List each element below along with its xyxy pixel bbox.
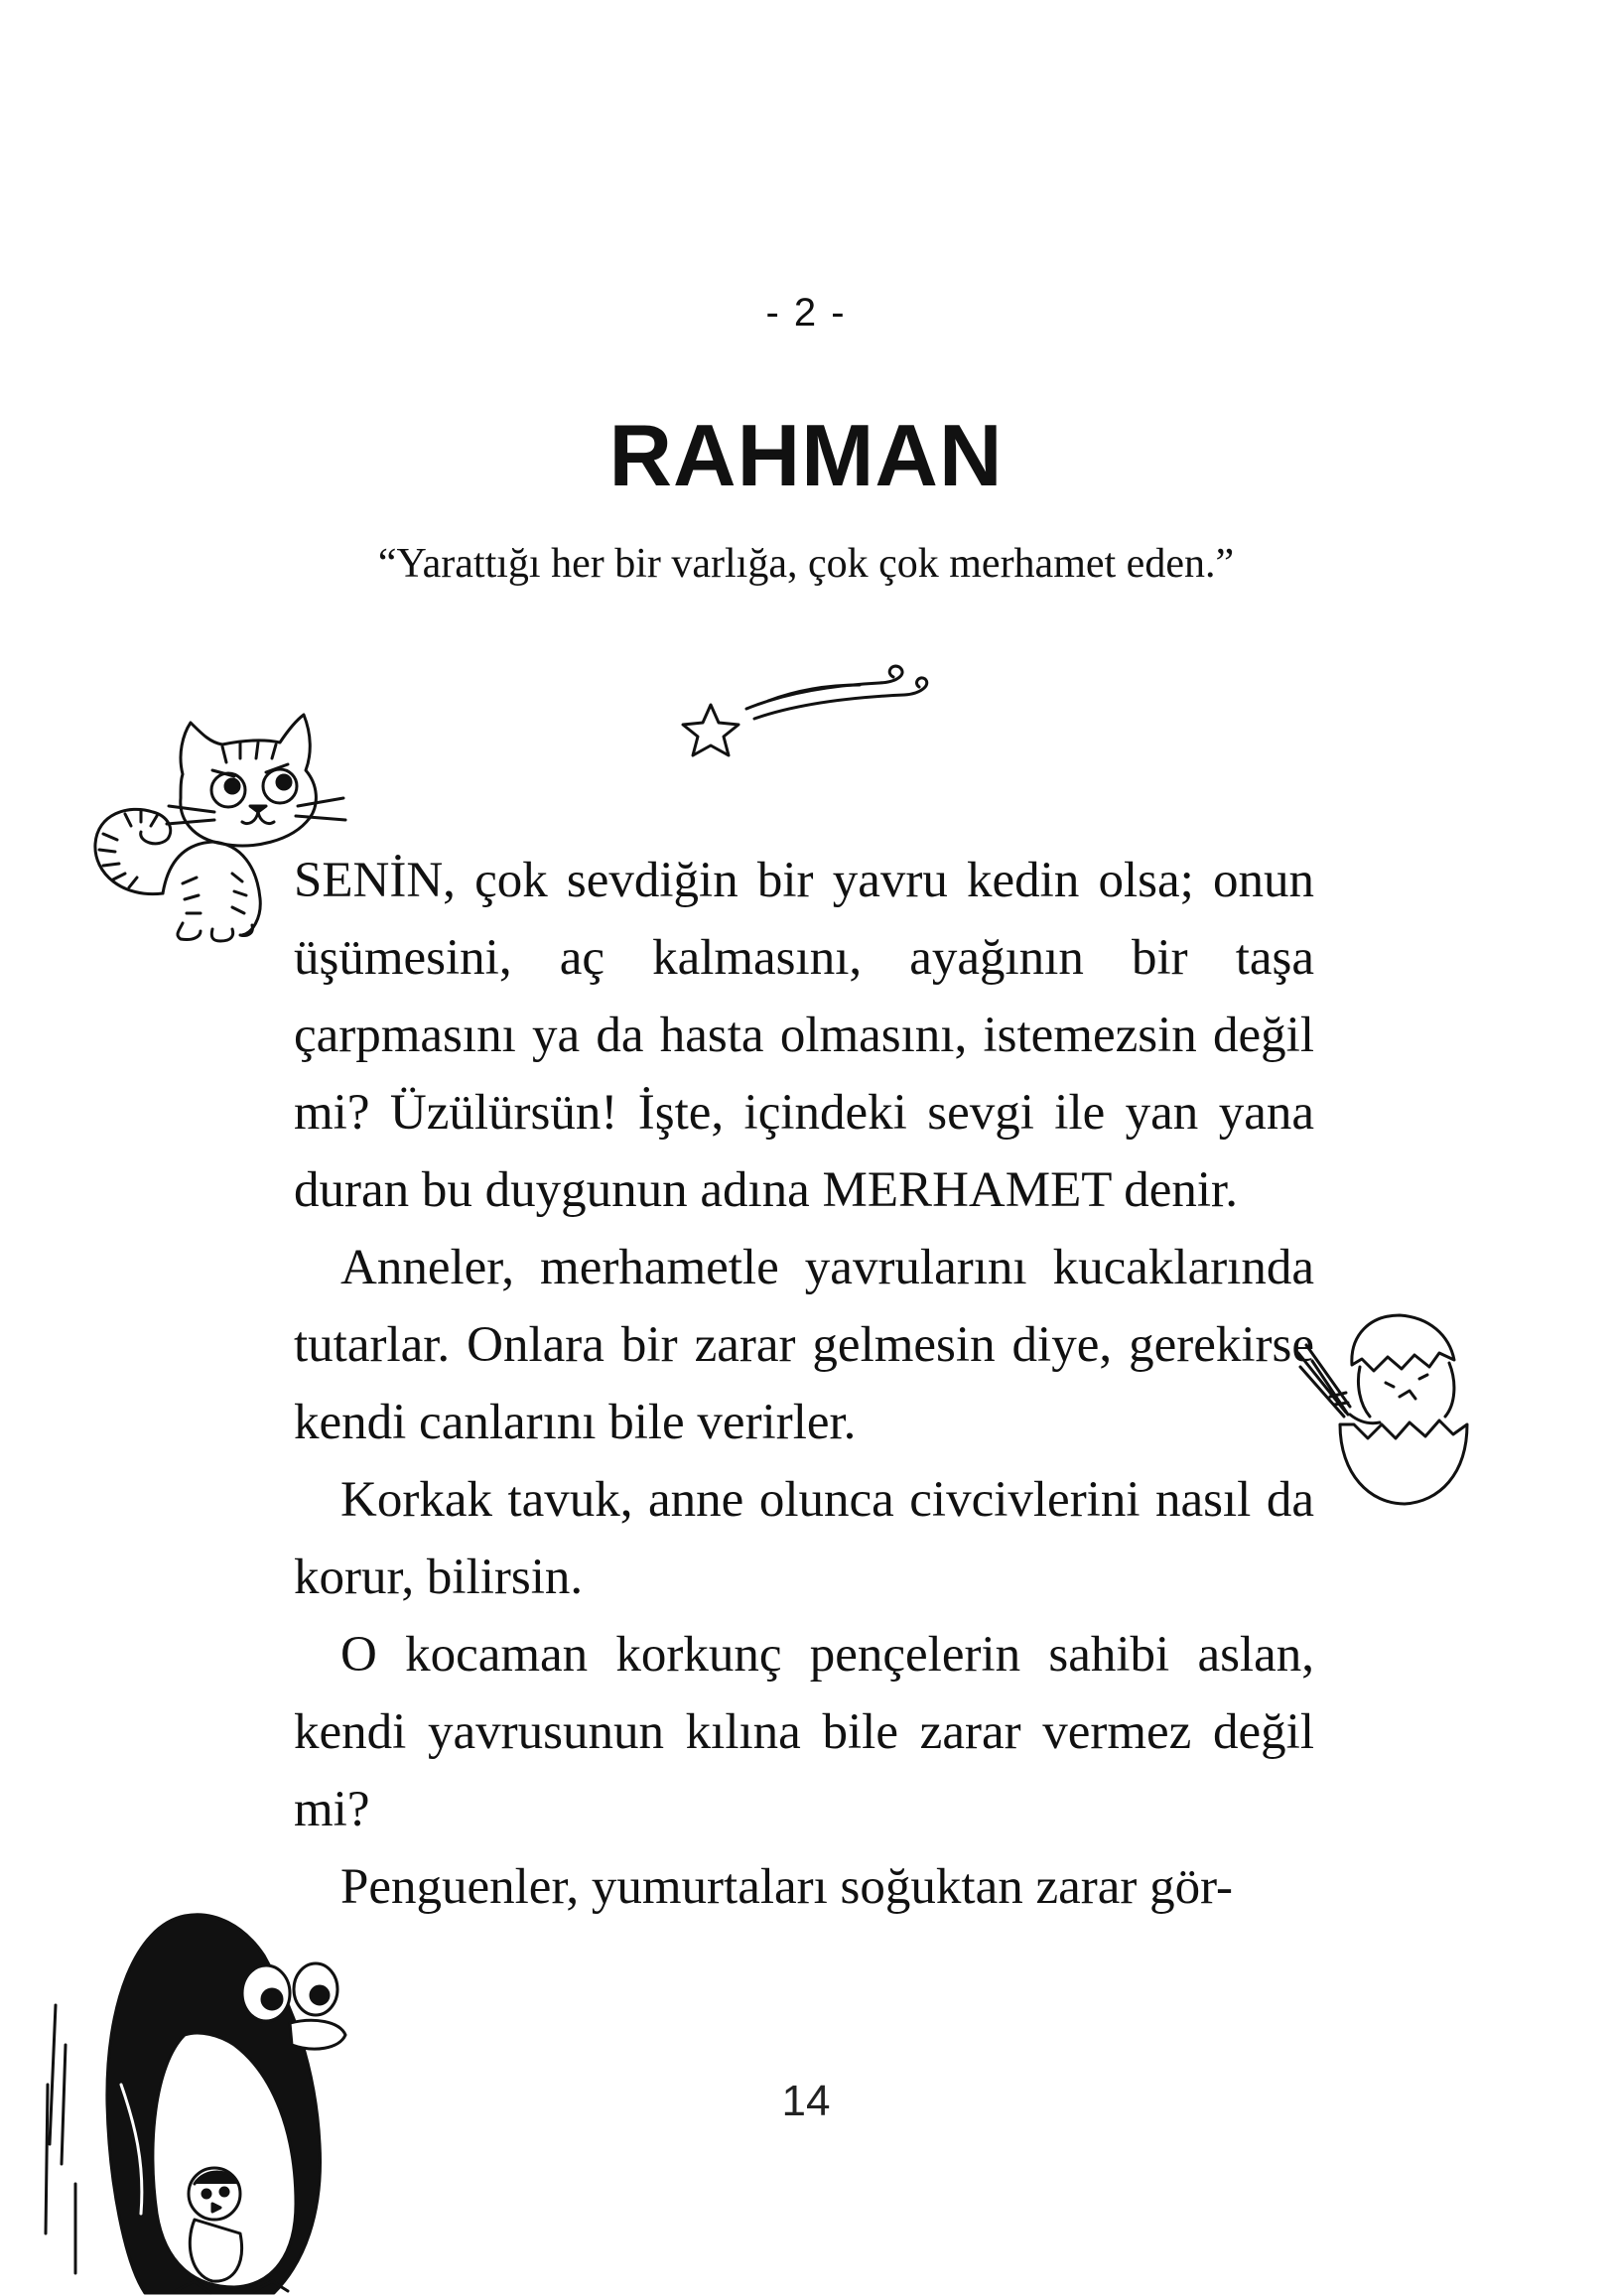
shooting-star-icon: [671, 655, 949, 764]
chapter-number: - 2 -: [765, 291, 847, 335]
chick-in-eggshell-illustration: [1290, 1305, 1479, 1514]
chapter-title: RAHMAN: [608, 406, 1004, 504]
chapter-subtitle: “Yarattığı her bir varlığa, çok çok merhamet eden.”: [377, 541, 1235, 587]
paragraph: SENİN, çok sevdiğin bir yavru kedin olsa; onun üşümesini, aç kalmasını, ayağının bir taşa çarpmasını ya da hasta olmasını, istemezsin değil mi? Üzülürsün! İşte, içindeki sevgi ile yan yana duran bu duygunun adına MERHAMET denir.: [294, 853, 1314, 1218]
paragraph: O kocaman korkunç pençelerin sahibi aslan, kendi yavrusunun kılına bile zarar vermez değil mi?: [294, 1627, 1314, 1837]
paragraph: Penguenler, yumurtaları soğuktan zarar gör-: [340, 1859, 1234, 1915]
body-text: [294, 842, 1314, 1926]
page-number: 14: [781, 2077, 831, 2125]
paragraph: Anneler, merhametle yavrularını kucaklarında tutarlar. Onlara bir zarar gelmesin diye, gerekirse kendi canlarını bile verirler.: [294, 1240, 1314, 1450]
paragraph: Korkak tavuk, anne olunca civcivlerini nasıl da korur, bilirsin.: [294, 1472, 1314, 1605]
